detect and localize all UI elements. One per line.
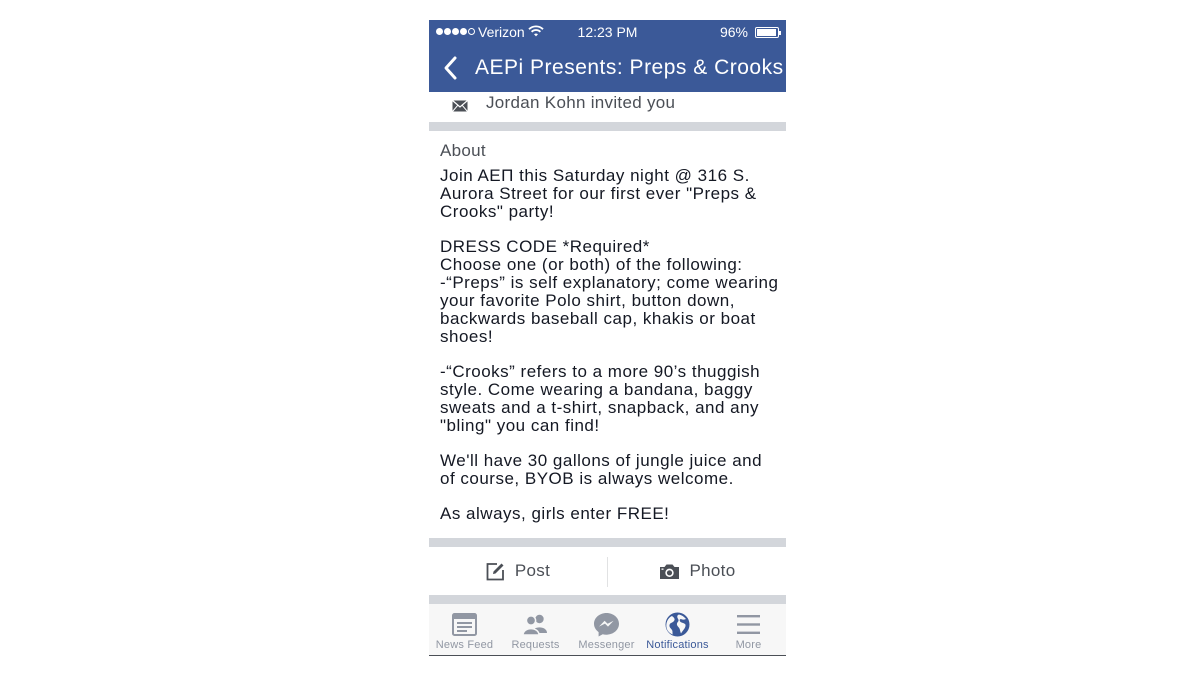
tab-more[interactable] — [713, 604, 784, 655]
tab-requests[interactable] — [500, 604, 571, 655]
navigation-bar — [429, 44, 786, 92]
invite-row[interactable] — [429, 92, 786, 122]
page-title: AEPi Presents: Preps & Crooks — [475, 56, 784, 79]
about-paragraph: Join AEΠ this Saturday night @ 316 S. Aurora Street for our first ever "Preps & Crooks" party! — [440, 166, 757, 221]
about-paragraph — [440, 238, 780, 346]
tab-messenger[interactable] — [571, 604, 642, 655]
post-button[interactable] — [429, 547, 607, 595]
about-paragraph: We'll have 30 gallons of jungle juice and of course, BYOB is always welcome. — [440, 451, 763, 488]
battery-percent: 96% — [719, 24, 748, 40]
post-label: Post — [514, 561, 551, 580]
messenger-icon — [593, 612, 620, 637]
section-divider — [429, 538, 786, 547]
tab-label: Notifications — [646, 639, 709, 651]
section-divider — [429, 595, 786, 604]
status-bar — [429, 20, 786, 44]
phone-screen — [429, 20, 786, 656]
news-feed-icon — [451, 612, 478, 637]
tab-news-feed[interactable] — [429, 604, 500, 655]
photo-label: Photo — [689, 561, 736, 580]
about-paragraph: -“Crooks” refers to a more 90’s thuggish style. Come wearing a bandana, baggy sweats and a t-shirt, snapback, and any "bling" you can find! — [440, 362, 761, 435]
section-divider — [429, 122, 786, 131]
menu-icon — [735, 612, 762, 637]
requests-icon — [522, 612, 549, 637]
about-heading: About — [440, 141, 486, 160]
composer-bar — [429, 547, 786, 595]
tab-label: Requests — [511, 639, 560, 651]
preps-description: -“Preps” is self explanatory; come wearing your favorite Polo shirt, button down, backwards baseball cap, khakis or boat shoes! — [440, 273, 779, 346]
tab-label: News Feed — [435, 639, 494, 651]
chevron-left-icon[interactable] — [439, 54, 465, 82]
tab-label: Messenger — [578, 639, 635, 651]
dress-code-line: DRESS CODE *Required* — [440, 237, 650, 256]
camera-icon — [659, 563, 680, 580]
dress-code-choice: Choose one (or both) of the following: — [440, 255, 743, 274]
edit-icon — [486, 562, 505, 581]
carrier-name: Verizon — [478, 24, 525, 40]
tab-bar — [429, 604, 786, 656]
envelope-icon — [452, 100, 468, 112]
about-description — [440, 167, 780, 523]
invite-text: Jordan Kohn invited you — [486, 93, 676, 112]
photo-button[interactable] — [608, 547, 786, 595]
tab-label: More — [735, 639, 762, 651]
globe-icon — [664, 612, 691, 637]
tab-notifications[interactable] — [642, 604, 713, 655]
battery-icon — [755, 27, 779, 38]
status-time: 12:23 PM — [577, 24, 638, 40]
about-paragraph: As always, girls enter FREE! — [440, 504, 670, 523]
